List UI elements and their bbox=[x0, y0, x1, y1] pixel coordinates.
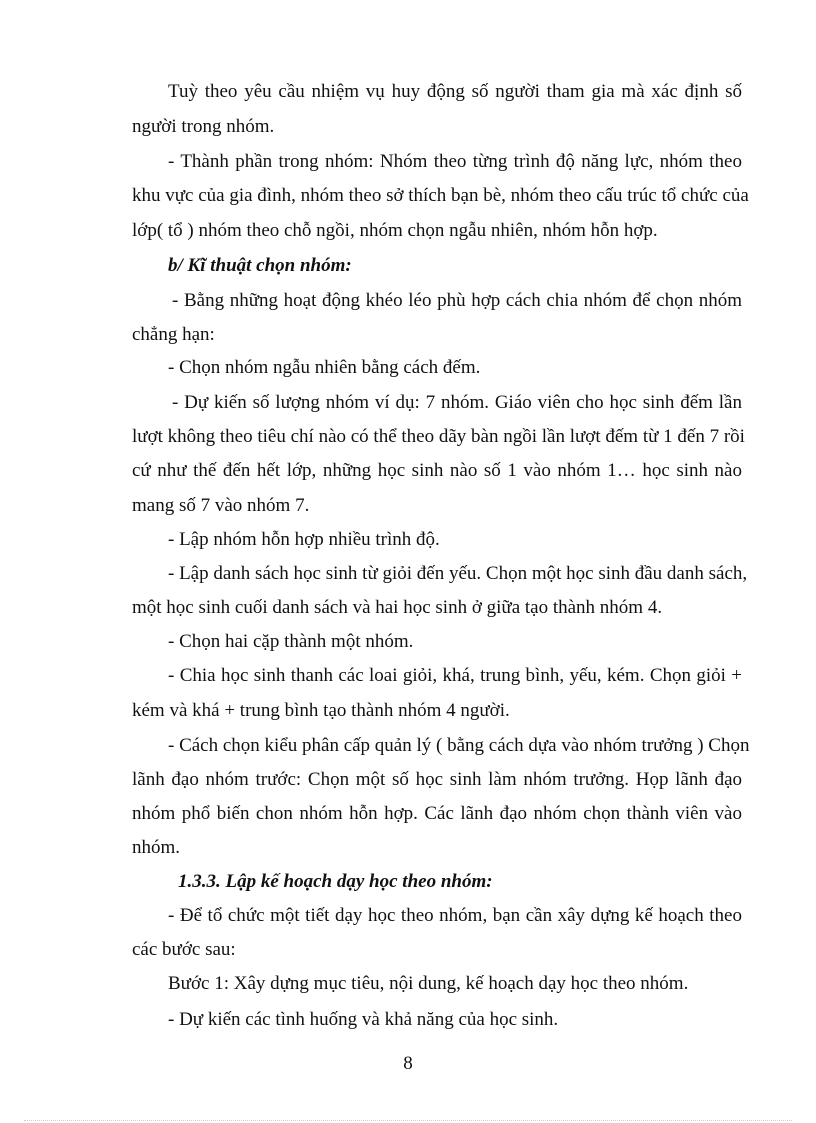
section-heading: 1.3.3. Lập kế hoạch dạy học theo nhóm: bbox=[178, 871, 493, 892]
paragraph-line: - Dự kiến số lượng nhóm ví dụ: 7 nhóm. Giáo viên cho học sinh đếm lần bbox=[172, 392, 742, 413]
paragraph-line: các bước sau: bbox=[132, 939, 236, 960]
paragraph-line: cứ như thế đến hết lớp, những học sinh nào số 1 vào nhóm 1… học sinh nào bbox=[132, 460, 742, 481]
paragraph-line: Bước 1: Xây dựng mục tiêu, nội dung, kế hoạch dạy học theo nhóm. bbox=[168, 973, 689, 994]
paragraph-line: - Chọn nhóm ngẫu nhiên bằng cách đếm. bbox=[168, 357, 481, 378]
paragraph-line: lớp( tổ ) nhóm theo chỗ ngồi, nhóm chọn ngẫu nhiên, nhóm hỗn hợp. bbox=[132, 220, 658, 241]
section-heading: b/ Kĩ thuật chọn nhóm: bbox=[168, 255, 352, 276]
paragraph-line: - Lập nhóm hỗn hợp nhiều trình độ. bbox=[168, 529, 440, 550]
paragraph-line: - Lập danh sách học sinh từ giỏi đến yếu. Chọn một học sinh đầu danh sách, bbox=[168, 563, 748, 584]
paragraph-line: - Để tổ chức một tiết dạy học theo nhóm, bạn cần xây dựng kế hoạch theo bbox=[168, 905, 742, 926]
paragraph-line: - Thành phần trong nhóm: Nhóm theo từng trình độ năng lực, nhóm theo bbox=[168, 151, 742, 172]
page-number: 8 bbox=[403, 1053, 413, 1074]
paragraph-line: - Bằng những hoạt động khéo léo phù hợp cách chia nhóm để chọn nhóm bbox=[172, 290, 742, 311]
paragraph-line: Tuỳ theo yêu cầu nhiệm vụ huy động số người tham gia mà xác định số bbox=[168, 81, 742, 102]
paragraph-line: kém và khá + trung bình tạo thành nhóm 4 người. bbox=[132, 700, 510, 721]
paragraph-line: - Chia học sinh thanh các loai giỏi, khá, trung bình, yếu, kém. Chọn giỏi + bbox=[168, 665, 742, 686]
paragraph-line: mang số 7 vào nhóm 7. bbox=[132, 495, 310, 516]
paragraph-line: nhóm phổ biến chon nhóm hỗn hợp. Các lãnh đạo nhóm chọn thành viên vào bbox=[132, 803, 742, 824]
paragraph-line: chẳng hạn: bbox=[132, 324, 215, 345]
paragraph-line: lượt không theo tiêu chí nào có thể theo dãy bàn ngồi lần lượt đếm từ 1 đến 7 rồi bbox=[132, 426, 745, 447]
paragraph-line: người trong nhóm. bbox=[132, 116, 275, 137]
paragraph-line: một học sinh cuối danh sách và hai học sinh ở giữa tạo thành nhóm 4. bbox=[132, 597, 663, 618]
paragraph-line: - Dự kiến các tình huống và khả năng của học sinh. bbox=[168, 1009, 559, 1030]
paragraph-line: lãnh đạo nhóm trước: Chọn một số học sinh làm nhóm trưởng. Họp lãnh đạo bbox=[132, 769, 742, 790]
paragraph-line: nhóm. bbox=[132, 837, 181, 858]
paragraph-line: khu vực của gia đình, nhóm theo sở thích bạn bè, nhóm theo cấu trúc tổ chức của bbox=[132, 185, 749, 206]
paragraph-line: - Cách chọn kiểu phân cấp quản lý ( bằng cách dựa vào nhóm trưởng ) Chọn bbox=[168, 735, 750, 756]
page-bottom-divider bbox=[24, 1120, 792, 1121]
paragraph-line: - Chọn hai cặp thành một nhóm. bbox=[168, 631, 414, 652]
